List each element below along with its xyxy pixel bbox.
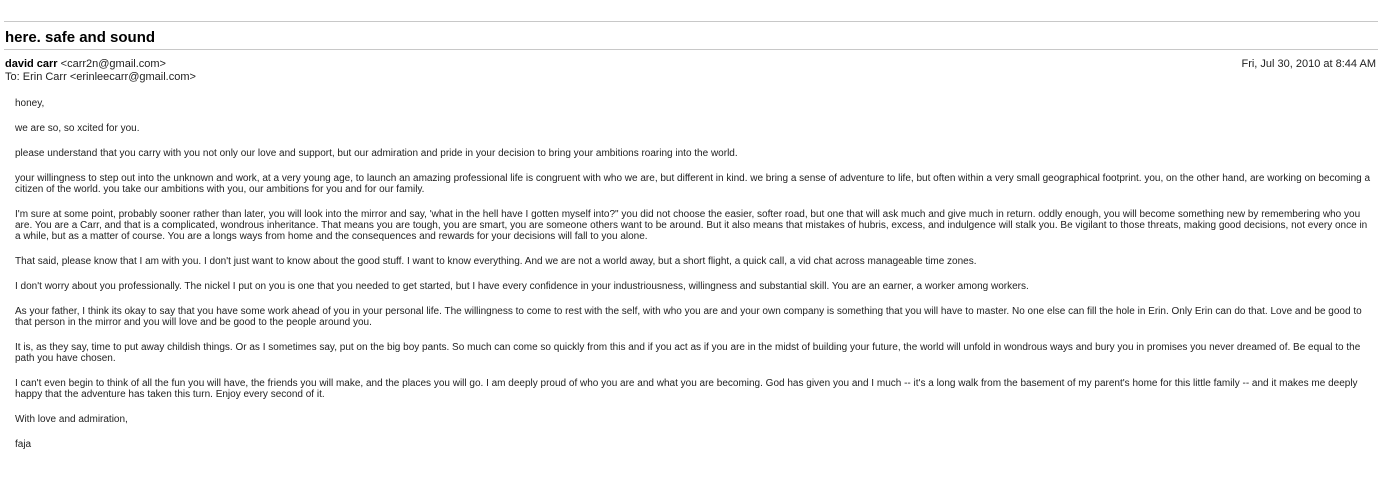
body-paragraph: I can't even begin to think of all the fun you will have, the friends you will make, and the places you will go. I am deeply proud of who you are and what you are becoming. God has given you and I much -- it's a long walk from the basement of my parent's home for this little family -- and it makes me deeply happy that the adventure has taken this turn. Enjoy every second of it. [15, 378, 1358, 400]
recipient-line [5, 71, 196, 84]
body-paragraph: please understand that you carry with you not only our love and support, but our admiration and pride in your decision to bring your ambitions roaring into the world. [15, 148, 738, 159]
email-subject: here. safe and sound [5, 29, 156, 46]
body-paragraph: I don't worry about you professionally. The nickel I put on you is one that you needed to get started, but I have every confidence in your industriousness, willingness and substantial skill. You are an earner, a worker among workers. [15, 281, 1029, 292]
body-paragraph: That said, please know that I am with you. I don't just want to know about the good stuff. I want to know everything. And we are not a world away, but a short flight, a quick call, a vid chat across manageable time zones. [15, 256, 977, 267]
sender-line [5, 58, 166, 71]
subject-divider [4, 49, 1378, 50]
recipient-email[interactable]: <erinleecarr@gmail.com> [69, 71, 196, 83]
body-paragraph: honey, [15, 98, 45, 109]
body-paragraph: we are so, so xcited for you. [15, 123, 140, 134]
header-divider [4, 21, 1378, 22]
sender-name[interactable]: david carr [5, 58, 58, 70]
body-paragraph: your willingness to step out into the unknown and work, at a very young age, to launch an amazing professional life is congruent with who we are, but different in kind. we bring a sense of adventure to life, but often within a very small geographical footprint. you, on the other hand, are working on becoming a citizen of the world. you take our ambitions with you, our ambitions for you and for our family. [15, 173, 1371, 195]
recipient-name[interactable]: Erin Carr [22, 71, 67, 83]
body-paragraph: It is, as they say, time to put away childish things. Or as I sometimes say, put on the big boy pants. So much can come so quickly from this and if you act as if you are in the midst of building your future, the world will unfold in wondrous ways and bury you in promises you never dreamed of. Be equal to the path you have chosen. [15, 342, 1361, 364]
body-paragraph: I'm sure at some point, probably sooner rather than later, you will look into the mirror and say, 'what in the hell have I gotten myself into?" you did not choose the easier, softer road, but one that will ask much and give much in return. oddly enough, you will become something new by remembering who you are. You are a Carr, and that is a complicated, wondrous inheritance. That means you are tough, you are smart, you are someone others want to be around. But it also means that mistakes of hubris, excess, and indulgence will stalk you. Be vigilant to those threats, making good decisions, not every once in a while, but as a matter of course. You are a longs ways from home and the consequences and rewards for your decisions will fall to you alone. [15, 209, 1368, 242]
body-paragraph: faja [15, 439, 32, 450]
recipient-prefix: To: [5, 71, 20, 83]
body-paragraph: As your father, I think its okay to say that you have some work ahead of you in your personal life. The willingness to come to rest with the self, with who you are and your own company is something that you will have to master. No one else can fill the hole in Erin. Only Erin can do that. Love and be good to that person in the mirror and you will love and be good to the people around you. [15, 306, 1362, 328]
body-paragraph: With love and admiration, [15, 414, 128, 425]
email-date: Fri, Jul 30, 2010 at 8:44 AM [1241, 58, 1376, 70]
email-body [15, 98, 1371, 464]
sender-email[interactable]: <carr2n@gmail.com> [60, 58, 166, 70]
